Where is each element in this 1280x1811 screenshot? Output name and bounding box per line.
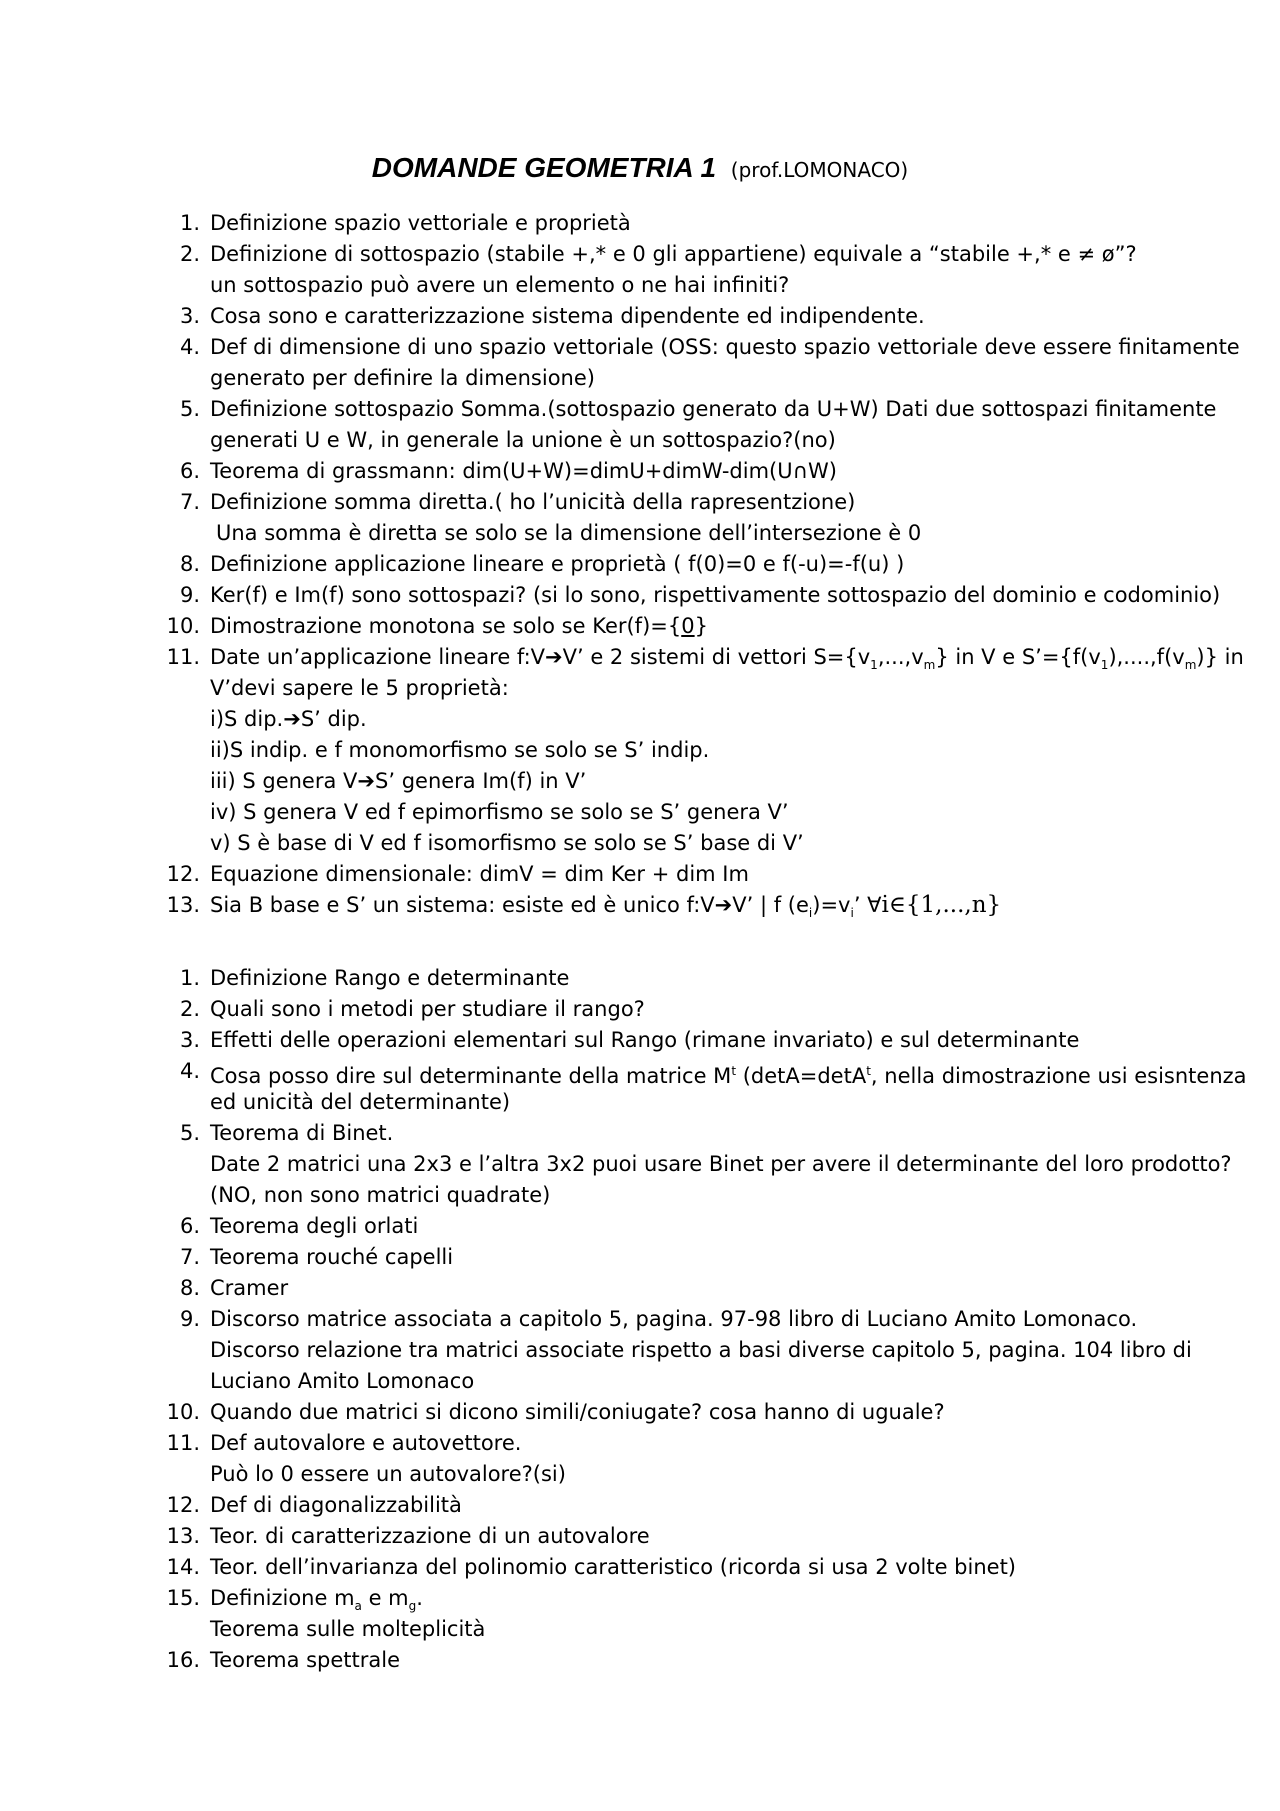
question-list-2 xyxy=(158,963,1247,1676)
arrow-icon: ➔ xyxy=(714,893,733,917)
list-item: 7. Definizione somma diretta.( ho l’unicità della rapresentzione) Una somma è diretta se solo se la dimensione dell’intersezione è 0 xyxy=(179,490,922,545)
list-item: 3. Effetti delle operazioni elementari sul Rango (rimane invariato) e sul determinante xyxy=(179,1028,1080,1052)
list-item: 13. Teor. di caratterizzazione di un autovalore xyxy=(166,1524,650,1548)
list-item: 2. Definizione di sottospazio (stabile +,* e 0 gli appartiene) equivale a “stabile +,* e ≠ ø”? un sottospazio può avere un elemento o ne hai infiniti? xyxy=(179,242,1137,297)
arrow-icon: ➔ xyxy=(545,645,563,669)
list-item: 9. Discorso matrice associata a capitolo 5, pagina. 97-98 libro di Luciano Amito Lomonaco. Discorso relazione tra matrici associate rispetto a basi diverse capitolo 5, pagina. 104 libro di Luciano Amito Lomonaco xyxy=(179,1307,1192,1393)
document-title xyxy=(0,152,1280,184)
list-item: 6. Teorema di grassmann: dim(U+W)=dimU+dimW-dim(U∩W) xyxy=(179,459,837,483)
list-item: 16. Teorema spettrale xyxy=(166,1648,401,1672)
list-item: 12. Equazione dimensionale: dimV = dim Ker + dim Im xyxy=(166,862,749,886)
list-item: 4. Cosa posso dire sul determinante della matrice $M^t$ (detA=detA$^t$, nella dimostrazione usi esisntenza ed unicità del determinante) xyxy=(179,1059,1247,1114)
list-item: 11. Def autovalore e autovettore. Può lo 0 essere un autovalore?(si) xyxy=(166,1431,566,1486)
list-item: 15. Definizione $m_a$ e $m_g$. Teorema sulle molteplicità xyxy=(166,1586,486,1641)
arrow-icon: ➔ xyxy=(357,769,376,793)
list-item: 7. Teorema rouché capelli xyxy=(179,1245,454,1269)
list-item: 1. Definizione spazio vettoriale e proprietà xyxy=(179,211,631,235)
list-item: 2. Quali sono i metodi per studiare il rango? xyxy=(179,997,645,1021)
title-main: DOMANDE GEOMETRIA 1 xyxy=(371,152,717,183)
title-professor: (prof.LOMONACO) xyxy=(730,158,909,182)
list-item: 5. Teorema di Binet. Date 2 matrici una 2x3 e l’altra 3x2 puoi usare Binet per avere il determinante del loro prodotto? (NO, non sono matrici quadrate) xyxy=(179,1121,1232,1207)
list-item: 6. Teorema degli orlati xyxy=(179,1214,419,1238)
list-item: 10. Quando due matrici si dicono simili/coniugate? cosa hanno di uguale? xyxy=(166,1400,945,1424)
list-item: 8. Cramer xyxy=(179,1276,289,1300)
list-item: 8. Definizione applicazione lineare e proprietà ( f(0)=0 e f(-u)=-f(u) ) xyxy=(179,552,905,576)
list-item: 4. Def di dimensione di uno spazio vettoriale (OSS: questo spazio vettoriale deve essere finitamente generato per definire la dimensione) xyxy=(179,335,1240,390)
list-item: 13. Sia B base e S’ un sistema: esiste ed è unico f:V➔V’ | f $(e_i)=v_i$’ ∀i∈{1,...,n} xyxy=(166,892,1002,921)
list-item: 14. Teor. dell’invarianza del polinomio caratteristico (ricorda si usa 2 volte binet) xyxy=(166,1555,1016,1579)
question-list-1 xyxy=(158,208,1244,921)
arrow-icon: ➔ xyxy=(283,707,301,731)
list-item: 5. Definizione sottospazio Somma.(sottospazio generato da U+W) Dati due sottospazi finitamente generati U e W, in generale la unione è un sottospazio?(no) xyxy=(179,397,1217,452)
list-item: 3. Cosa sono e caratterizzazione sistema dipendente ed indipendente. xyxy=(179,304,925,328)
list-item: 11. Date un’applicazione lineare f:V➔V’ e 2 sistemi di vettori $S=\{v_1,...,v_m\}$ in V e $S’=\{f(v_1),....,f(v_m)\}$ in V’devi sapere le 5 proprietà: i)S dip.➔S’ dip. ii)S indip. e f monomorfismo se solo se S’ indip. iii) S genera V➔S’ genera Im(f) in V’ iv) S genera V ed f epimorfismo se solo se S’ genera V’ v) S è base di V ed f isomorfismo se solo se S’ base di V’ xyxy=(166,645,1244,855)
list-item: 12. Def di diagonalizzabilità xyxy=(166,1493,462,1517)
list-item: 1. Definizione Rango e determinante xyxy=(179,966,570,990)
list-item: 10. Dimostrazione monotona se solo se Ker(f)={0} xyxy=(166,614,708,638)
list-item: 9. Ker(f) e Im(f) sono sottospazi? (si lo sono, rispettivamente sottospazio del dominio e codominio) xyxy=(179,583,1221,607)
